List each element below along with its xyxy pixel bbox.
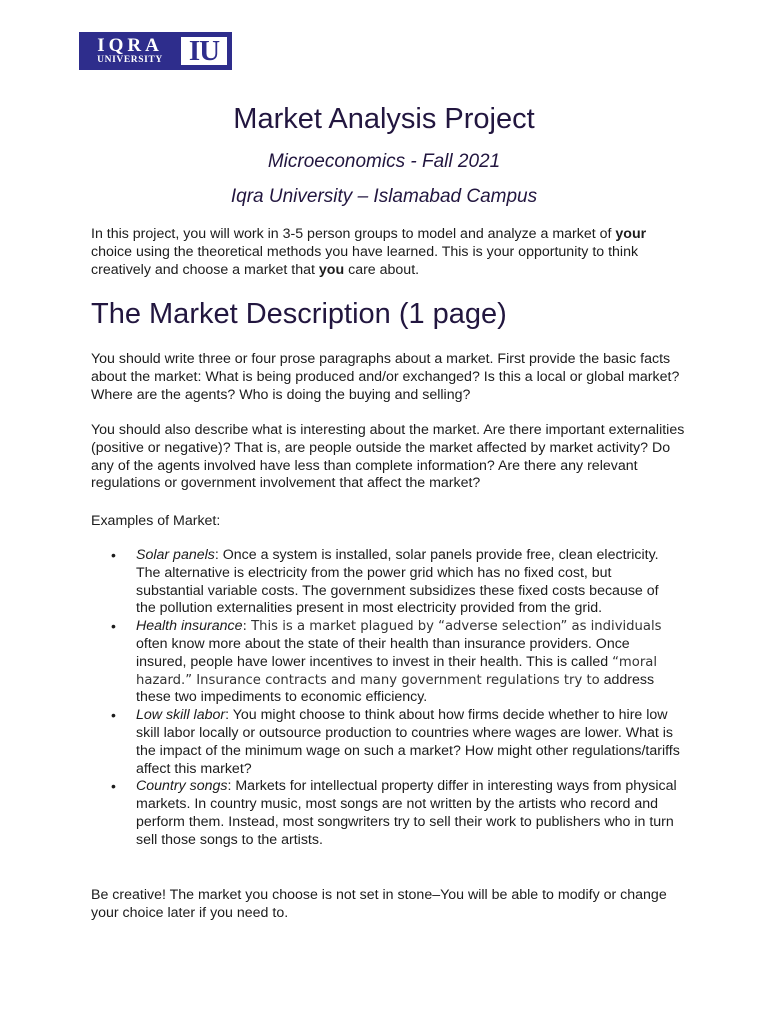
closing-paragraph: Be creative! The market you choose is not set in stone–You will be able to modify or change your choice later if you need to.: [91, 887, 667, 921]
intro-bold-your: your: [615, 226, 647, 242]
example-text: : Once a system is installed, solar panels provide free, clean electricity. The alternative is electricity from the power grid which has no fixed cost, but substantial variable costs. The government subsidizes these fixed costs because of the pollution externalities present in most electricity provided from the grid.: [136, 547, 659, 617]
intro-text-2: choice using the theoretical methods you have learned. This is your opportunity to think creatively and choose a market that: [91, 243, 639, 278]
logo-sub: UNIVERSITY: [97, 54, 163, 65]
example-text: : You might choose to think about how firms decide whether to hire low skill labor locally or outsource production to countries where wages are lower. What is the impact of the minimum wage on such a market? How might other regulations/tariffs affect this market?: [136, 707, 680, 777]
description-paragraph-1: You should write three or four prose paragraphs about a market. First provide the basic facts about the market: What is being produced and/or exchanged? Is this a local or global market? Where are the agents? Who is doing the buying and selling?: [91, 351, 680, 403]
logo-wordmark: [81, 34, 179, 68]
course-subtitle: Microeconomics - Fall 2021: [267, 151, 501, 172]
list-item: [91, 778, 681, 849]
example-text-c: “moral hazard.” Insurance contracts and many government regulations try to: [136, 654, 657, 688]
example-text-d: address these two impediments to economic efficiency.: [136, 671, 655, 706]
example-text: : Markets for intellectual property differ in interesting ways from physical markets. In country music, most songs are not written by the artists who record and perform them. Instead, most songwriters try to sell their work to publishers who in turn sell those songs to the artists.: [136, 778, 677, 848]
examples-label: Examples of Market:: [91, 513, 221, 529]
bullet-icon: •: [111, 707, 116, 724]
example-term: Health insurance: [136, 618, 243, 635]
example-term: Solar panels: [136, 547, 215, 563]
intro-text-3: care about.: [344, 261, 420, 278]
example-term: Country songs: [136, 778, 228, 795]
description-paragraph-2: You should also describe what is interesting about the market. Are there important externalities (positive or negative)? That is, are people outside the market affected by market activity? Do any of the agents involved have less than complete information? Are there any relevant regulations or government involvement that affect the market?: [91, 422, 685, 492]
page-title: Market Analysis Project: [233, 103, 535, 135]
section-heading: The Market Description (1 page): [91, 298, 507, 330]
intro-paragraph: [91, 226, 691, 279]
example-text-a: : This is a market plagued by “adverse selection” as individuals: [242, 619, 662, 635]
intro-text-1: In this project, you will work in 3-5 person groups to model and analyze a market of: [91, 226, 616, 242]
university-logo: [79, 32, 232, 70]
bullet-icon: •: [111, 547, 116, 563]
bullet-icon: •: [111, 618, 116, 635]
campus-subtitle: Iqra University – Islamabad Campus: [230, 186, 538, 207]
logo-mark: IU: [179, 35, 229, 67]
examples-list: [91, 547, 681, 850]
list-item: [91, 707, 681, 778]
logo-word: IQRA: [97, 34, 163, 56]
intro-bold-you: you: [318, 261, 345, 278]
bullet-icon: •: [111, 778, 116, 795]
example-term: Low skill labor: [136, 707, 226, 724]
example-text-b: often know more about the state of their health than insurance providers. Once insured, people have lower incentives to invest in their health. This is called: [136, 635, 630, 670]
list-item: [91, 618, 681, 707]
list-item: [91, 547, 681, 618]
